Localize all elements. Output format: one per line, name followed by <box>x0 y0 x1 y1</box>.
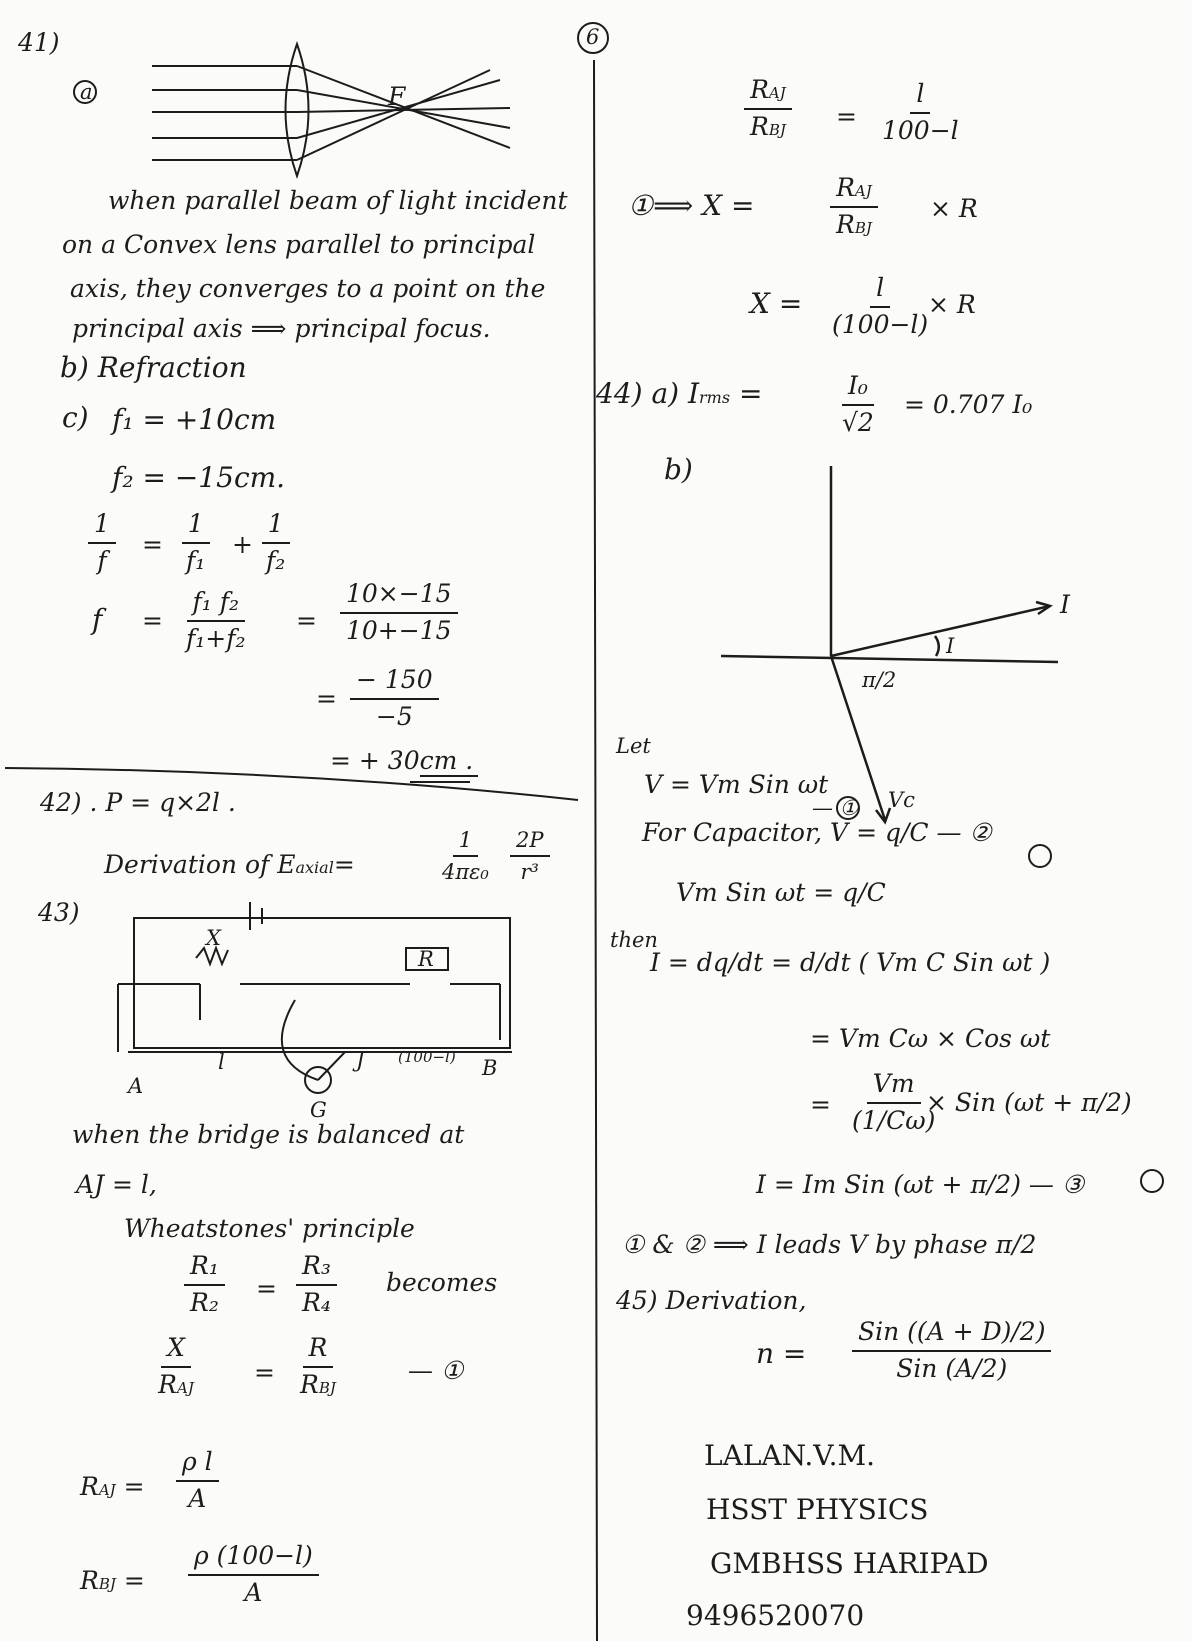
raj-fraction: $\frac{\text{ρ l}}{A}$ <box>176 1448 219 1514</box>
length-l-label: l <box>218 1050 225 1074</box>
length-ratio: $\frac{l}{100-l}$ <box>882 79 959 145</box>
phase-conclusion: ① & ② ⟹ I leads V by phase π/2 <box>622 1230 1037 1259</box>
part-c-label: c) <box>62 401 89 434</box>
aj-length: AJ = l, <box>76 1170 157 1199</box>
x-eq2-fraction: $\frac{l}{(100-l)}$ <box>832 273 929 339</box>
signature-designation: HSST PHYSICS <box>706 1493 929 1526</box>
explanation-line-3: axis, they converges to a point on the <box>70 274 546 303</box>
refractive-index-lhs: n = <box>756 1337 807 1370</box>
convex-lens-diagram <box>152 44 510 176</box>
then-text: then <box>610 928 658 952</box>
current-step-2-rest: × Sin (ωt + π/2) <box>926 1088 1132 1117</box>
part-b-answer: b) Refraction <box>60 351 247 384</box>
capacitor-equation: For Capacitor, V = q/C — ② <box>642 818 992 847</box>
focal-substitution: $\frac{10\times-15}{10+-15}$ <box>340 580 458 646</box>
length-rest-label: (100−l) <box>398 1048 456 1066</box>
focus-label: F <box>388 82 406 111</box>
signature-name: LALAN.V.M. <box>704 1439 876 1472</box>
x-eq1-prefix: ①⟹ X = <box>628 189 755 222</box>
becomes-text: becomes <box>386 1268 498 1297</box>
prism-formula-fraction: Sin ((A + D)/2) Sin (A/2) <box>852 1318 1051 1384</box>
field-constant-fraction: $\frac{1}{\text{4πε₀}}$ <box>442 828 489 885</box>
bridge-balanced-text: when the bridge is balanced at <box>72 1120 465 1149</box>
f1-value: f₁ = +10cm <box>112 403 277 436</box>
phasor-current-label: I <box>1060 590 1070 619</box>
raj-lhs: RAJ = <box>80 1472 145 1501</box>
x-eq1-suffix: × R <box>930 194 978 223</box>
focal-formula-lhs: f <box>92 603 103 636</box>
voltage-tag: — ① <box>812 796 859 820</box>
part-a-label: a <box>80 80 93 104</box>
wheatstone-principle: Wheatstones' principle <box>124 1214 415 1243</box>
lens-formula-term-1: $\frac{1}{\text{f₁}}$ <box>180 510 211 576</box>
explanation-line-4: principal axis ⟹ principal focus. <box>72 314 491 343</box>
signature-school: GMBHSS HARIPAD <box>710 1547 989 1580</box>
signature-phone: 9496520070 <box>686 1599 865 1632</box>
rbj-fraction: $\frac{\rho (100-l)}{A}$ <box>188 1542 319 1608</box>
explanation-line-1: when parallel beam of light incident <box>108 186 568 215</box>
phasor-angle-label: I <box>946 634 955 658</box>
question-42-dipole: 42) . P = q×2l . <box>40 788 236 817</box>
point-b-label: B <box>482 1056 498 1080</box>
phasor-diagram <box>721 466 1058 822</box>
focal-step: $\frac{- 150}{-5}$ <box>350 666 439 732</box>
focal-result: = + 30cm . <box>330 746 474 775</box>
f2-value: f₂ = −15cm. <box>112 461 286 494</box>
let-text: Let <box>616 734 651 758</box>
resistor-x-label: X <box>206 926 221 950</box>
eq1-left: X RAJ <box>158 1333 194 1399</box>
question-43-number: 43) <box>38 898 80 927</box>
lens-formula-lhs: $\frac{1}{f}$ <box>88 510 116 576</box>
focal-formula-fraction: $\frac{\text{f₁ f₂}}{\text{f₁+f₂}}$ <box>186 587 246 653</box>
current-final: I = Im Sin (ωt + π/2) — ③ <box>756 1170 1085 1199</box>
phasor-pi2-label: π/2 <box>862 668 897 692</box>
vm-equation: Vm Sin ωt = q/C <box>676 878 886 907</box>
current-step-1: = Vm Cω × Cos ωt <box>810 1024 1051 1053</box>
eq1-tag: — ① <box>408 1356 464 1385</box>
voltage-equation: V = Vm Sin ωt <box>644 770 829 799</box>
x-eq1-fraction: RAJ RBJ <box>830 174 878 240</box>
x-eq2-suffix: × R <box>928 290 976 319</box>
point-j-label: J <box>356 1048 365 1072</box>
q45-derivation: 45) Derivation, <box>616 1286 807 1315</box>
irms-result: = 0.707 I₀ <box>904 390 1033 419</box>
q44-part-a: 44) a) Irms = <box>596 377 763 410</box>
explanation-line-2: on a Convex lens parallel to principal <box>62 230 536 259</box>
question-42-derivation: Derivation of Eaxial= <box>104 850 355 879</box>
point-a-label: A <box>128 1074 144 1098</box>
page-number: 6 <box>586 25 600 49</box>
q44-part-b: b) <box>664 453 693 486</box>
current-derivative: I = dq/dt = d/dt ( Vm C Sin ωt ) <box>650 948 1051 977</box>
phasor-vc-label: Vc <box>888 788 915 812</box>
x-eq2-prefix: X = <box>750 287 803 320</box>
resistance-ratio: RAJ RBJ <box>744 76 792 142</box>
resistor-r-label: R <box>418 947 434 971</box>
field-dipole-fraction: $\frac{2P}{\text{r³}}$ <box>510 828 550 884</box>
current-step-2-fraction: $\frac{Vm}{(1/C\omega)}$ <box>852 1069 936 1135</box>
question-41-number: 41) <box>18 28 60 57</box>
ratio-r1-r2: $\frac{\text{R₁}}{\text{R₂}}$ <box>184 1252 225 1318</box>
irms-fraction: $\frac{\text{I₀}}{√2}$ <box>842 371 874 437</box>
rbj-lhs: RBJ = <box>80 1566 145 1595</box>
point-g-label: G <box>310 1098 327 1122</box>
column-divider <box>594 60 597 1641</box>
lens-formula-term-2: $\frac{1}{\text{f₂}}$ <box>260 510 291 576</box>
ratio-r3-r4: $\frac{\text{R₃}}{\text{R₄}}$ <box>296 1252 337 1318</box>
eq1-right: R RBJ <box>300 1333 336 1399</box>
